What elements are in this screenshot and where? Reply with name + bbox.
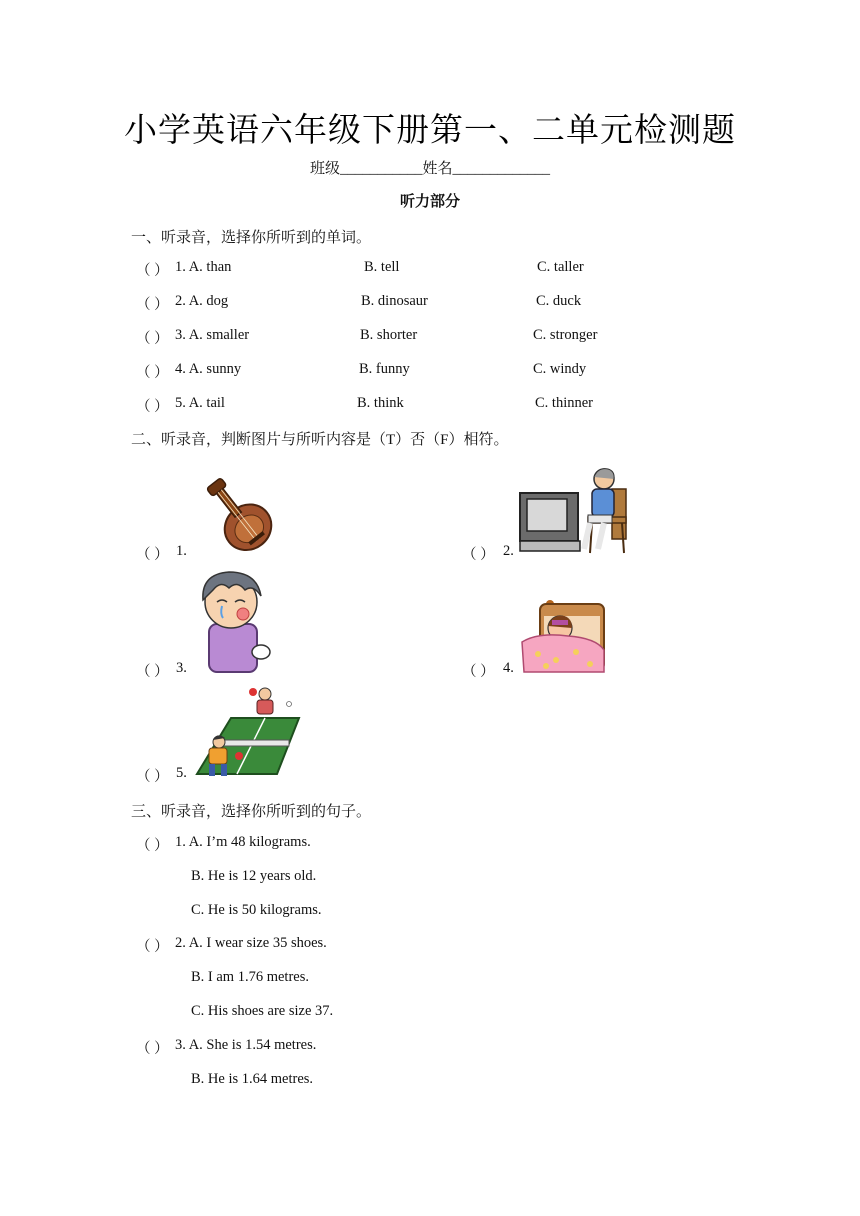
option-c: C. His shoes are size 37. <box>191 1003 334 1019</box>
part-title: 听力部分 <box>399 194 460 210</box>
page-title: 小学英语六年级下册第一、二单元检测题 <box>124 110 736 149</box>
option-b: B. funny <box>359 361 410 377</box>
picture-number: 1. <box>176 543 187 559</box>
answer-paren[interactable]: （ ） <box>136 1041 169 1057</box>
answer-paren[interactable]: （ ） <box>136 939 169 955</box>
answer-paren[interactable]: （ ） <box>136 838 169 854</box>
option-c: C. duck <box>536 293 582 309</box>
picture-number: 5. <box>176 765 187 781</box>
option-a: 2. A. dog <box>175 293 229 309</box>
class-blank[interactable]: ___________ <box>340 161 423 177</box>
class-label: 班级 <box>309 161 340 177</box>
option-a: 3. A. smaller <box>175 327 250 343</box>
answer-paren[interactable]: （ ） <box>136 365 169 381</box>
option-b: B. He is 1.64 metres. <box>191 1071 314 1087</box>
man-watching-tv-icon <box>518 465 630 557</box>
answer-paren[interactable]: （ ） <box>462 664 495 680</box>
option-c: C. windy <box>533 361 587 377</box>
option-b: B. dinosaur <box>361 293 428 309</box>
option-b: B. think <box>357 395 404 411</box>
option-a: 1. A. I’m 48 kilograms. <box>175 834 311 850</box>
picture-number: 2. <box>503 543 514 559</box>
answer-paren[interactable]: （ ） <box>136 399 169 415</box>
answer-paren[interactable]: （ ） <box>136 664 169 680</box>
section2-heading: 二、听录音，判断图片与所听内容是（T）否（F）相符。 <box>131 432 509 448</box>
name-blank[interactable]: _____________ <box>452 161 551 177</box>
section3-heading: 三、听录音，选择你所听到的句子。 <box>131 804 372 820</box>
student-info-line <box>0 157 860 178</box>
option-c: C. thinner <box>535 395 593 411</box>
option-c: C. He is 50 kilograms. <box>191 902 322 918</box>
option-b: B. tell <box>364 259 400 275</box>
picture-number: 3. <box>176 660 187 676</box>
option-a: 5. A. tail <box>175 395 225 411</box>
answer-paren[interactable]: （ ） <box>136 263 169 279</box>
pipa-icon <box>195 472 285 557</box>
answer-paren[interactable]: （ ） <box>462 547 495 563</box>
crying-boy-icon <box>195 568 275 674</box>
sick-girl-in-bed-icon <box>518 598 608 676</box>
picture-number: 4. <box>503 660 514 676</box>
answer-paren[interactable]: （ ） <box>136 331 169 347</box>
answer-paren[interactable]: （ ） <box>136 297 169 313</box>
option-a: 2. A. I wear size 35 shoes. <box>175 935 327 951</box>
option-b: B. He is 12 years old. <box>191 868 317 884</box>
option-a: 4. A. sunny <box>175 361 242 377</box>
option-b: B. shorter <box>360 327 418 343</box>
ping-pong-players-icon <box>193 684 303 780</box>
option-a: 3. A. She is 1.54 metres. <box>175 1037 317 1053</box>
option-c: C. stronger <box>533 327 598 343</box>
option-a: 1. A. than <box>175 259 232 275</box>
section1-heading: 一、听录音，选择你所听到的单词。 <box>131 230 372 246</box>
option-c: C. taller <box>537 259 584 275</box>
answer-paren[interactable]: （ ） <box>136 547 169 563</box>
answer-paren[interactable]: （ ） <box>136 769 169 785</box>
name-label: 姓名 <box>422 161 453 177</box>
option-b: B. I am 1.76 metres. <box>191 969 309 985</box>
